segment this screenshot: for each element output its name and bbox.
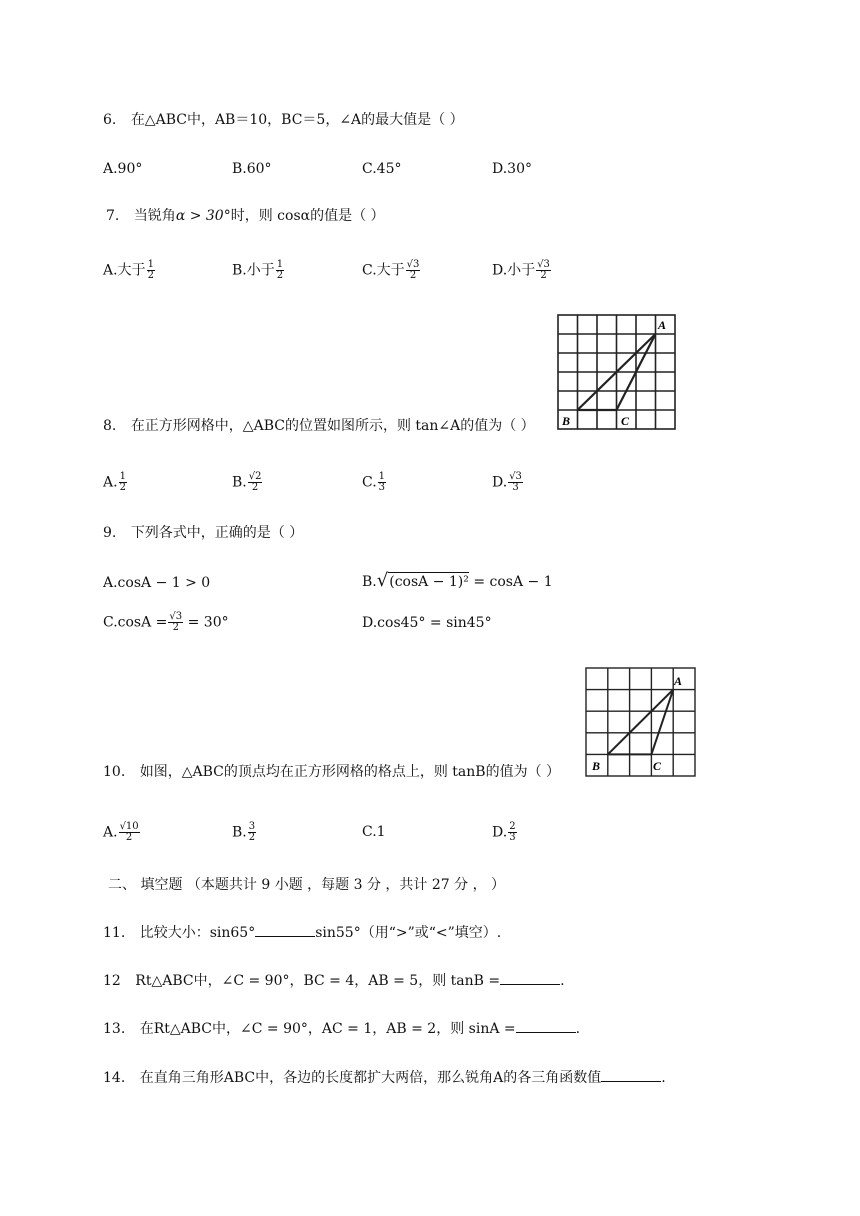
question-11 (103, 924, 501, 942)
sqrt-sign: √ (376, 570, 389, 591)
option-prefix: B.小于 (232, 262, 275, 279)
question-number: 11. (103, 925, 126, 941)
question-text: 在△ABC中，AB＝10，BC＝5，∠A的最大值是（ ） (130, 112, 464, 128)
option-prefix: D. (492, 824, 508, 841)
denominator: 2 (125, 832, 133, 843)
question-text-pre: 在Rt△ABC中，∠C = 90°，AC = 1，AB = 2，则 sinA = (139, 1021, 516, 1037)
question-number: 9. (103, 525, 117, 541)
fraction (508, 472, 523, 493)
numerator: 2 (509, 821, 516, 832)
vertex-label-c: C (621, 414, 630, 428)
numerator: 1 (276, 259, 284, 270)
question-number: 14. (103, 1070, 126, 1086)
numerator: 3 (248, 821, 256, 832)
fraction (168, 612, 183, 633)
vertex-label-b: B (592, 759, 601, 773)
q7-option-c (362, 260, 420, 281)
question-condition: α > 30° (175, 208, 231, 224)
fraction (119, 472, 127, 493)
option-prefix: D.小于 (492, 262, 536, 279)
numerator: √3 (509, 471, 522, 482)
question-number: 6. (103, 112, 117, 128)
option-prefix: D. (492, 474, 508, 491)
numerator: √2 (248, 471, 262, 482)
fraction (508, 822, 516, 843)
question-text-post: sin55°（用“>”或“<”填空）. (315, 925, 502, 941)
option-prefix: C. (362, 474, 377, 491)
answer-blank[interactable] (601, 1069, 661, 1082)
denominator: 2 (409, 270, 417, 281)
answer-blank[interactable] (255, 924, 315, 937)
q6-option-b: B.60° (232, 161, 272, 177)
numerator: √3 (169, 611, 183, 622)
q9-option-c (103, 612, 229, 633)
question-text: 如图，△ABC的顶点均在正方形网格的格点上，则 tanB的值为（ ） (139, 764, 561, 780)
question-text: 下列各式中，正确的是（ ） (130, 525, 304, 541)
question-text-pre: 当锐角 (133, 208, 176, 224)
fraction (406, 260, 421, 281)
q9-option-d: D.cos45° = sin45° (362, 615, 492, 631)
question-9 (103, 524, 303, 542)
numerator: √3 (537, 259, 550, 270)
q10-option-c (362, 823, 386, 841)
q9-option-b (362, 572, 553, 591)
denominator: 3 (509, 832, 516, 843)
denominator: 2 (251, 482, 259, 493)
question-number: 7. (106, 208, 120, 224)
question-10 (103, 763, 560, 781)
q6-option-c: C.45° (362, 161, 402, 177)
q6-option-d: D.30° (492, 161, 532, 177)
option-prefix: C.1 (362, 824, 386, 840)
question-number: 12 (103, 973, 121, 989)
vertex-label-a: A (658, 318, 667, 332)
option-prefix: B. (362, 574, 377, 590)
numerator: √10 (119, 821, 139, 832)
question-text: 在正方形网格中，△ABC的位置如图所示，则 tan∠A的值为（ ） (130, 418, 535, 434)
numerator: 1 (119, 471, 126, 482)
question-12 (103, 972, 565, 990)
denominator: 2 (119, 482, 126, 493)
q8-grid-figure (556, 313, 678, 433)
denominator: 2 (540, 270, 547, 281)
q8-option-b (232, 472, 262, 493)
question-13 (103, 1020, 580, 1038)
option-prefix: A. (103, 824, 118, 841)
fraction (119, 822, 140, 843)
option-prefix: B. (232, 474, 247, 491)
q7-option-d (492, 260, 551, 281)
question-text-pre: Rt△ABC中，∠C = 90°，BC = 4，AB = 5，则 tanB = (135, 973, 501, 989)
question-6 (103, 111, 464, 129)
fraction (276, 260, 284, 281)
denominator: 2 (248, 832, 256, 843)
radicand: (cosA − 1)² (389, 574, 469, 590)
q9-option-a: A.cosA − 1 > 0 (103, 575, 211, 591)
question-number: 8. (103, 418, 117, 434)
question-7 (106, 207, 385, 225)
fraction (147, 260, 155, 281)
vertex-label-c: C (653, 759, 662, 773)
denominator: 3 (378, 482, 386, 493)
option-prefix: C.cosA = (103, 614, 168, 631)
question-text-post: . (575, 1021, 581, 1037)
option-rest: = 30° (187, 614, 229, 631)
vertex-label-a: A (674, 674, 683, 688)
fraction (248, 822, 256, 843)
question-text-post: . (560, 973, 565, 989)
section-header: 二、 填空题 （本题共计 9 小题 ，每题 3 分 ，共计 27 分 ， ） (108, 877, 506, 893)
denominator: 3 (512, 482, 519, 493)
question-text-post: . (661, 1070, 666, 1086)
fraction (536, 260, 551, 281)
numerator: √3 (406, 259, 420, 270)
question-text-pre: 在直角三角形ABC中，各边的长度都扩大两倍，那么锐角A的各三角函数值 (139, 1070, 602, 1086)
question-text-post: 时，则 cosα的值是（ ） (230, 208, 385, 224)
q8-option-c (362, 472, 386, 493)
question-14 (103, 1069, 666, 1087)
option-prefix: B. (232, 824, 247, 841)
q10-grid-figure (584, 666, 698, 778)
q10-option-d (492, 822, 517, 843)
q7-option-b (232, 260, 284, 281)
denominator: 2 (172, 622, 179, 633)
q8-option-d (492, 472, 523, 493)
option-prefix: C.大于 (362, 262, 405, 279)
fraction (248, 472, 263, 493)
q7-option-a (103, 260, 155, 281)
answer-blank[interactable] (516, 1020, 576, 1033)
fraction (378, 472, 386, 493)
denominator: 2 (147, 270, 154, 281)
question-number: 13. (103, 1021, 126, 1037)
option-prefix: A. (103, 474, 118, 491)
denominator: 2 (276, 270, 284, 281)
question-number: 10. (103, 764, 126, 780)
numerator: 1 (378, 471, 386, 482)
q6-option-a: A.90° (103, 161, 143, 177)
question-8 (103, 417, 535, 435)
numerator: 1 (147, 259, 154, 270)
option-prefix: A.大于 (103, 262, 146, 279)
option-rest: = cosA − 1 (473, 574, 553, 590)
question-text-pre: 比较大小：sin65° (139, 925, 256, 941)
q8-option-a (103, 472, 127, 493)
q10-option-a (103, 822, 140, 843)
answer-blank[interactable] (500, 972, 560, 985)
q10-option-b (232, 822, 256, 843)
vertex-label-b: B (562, 414, 571, 428)
